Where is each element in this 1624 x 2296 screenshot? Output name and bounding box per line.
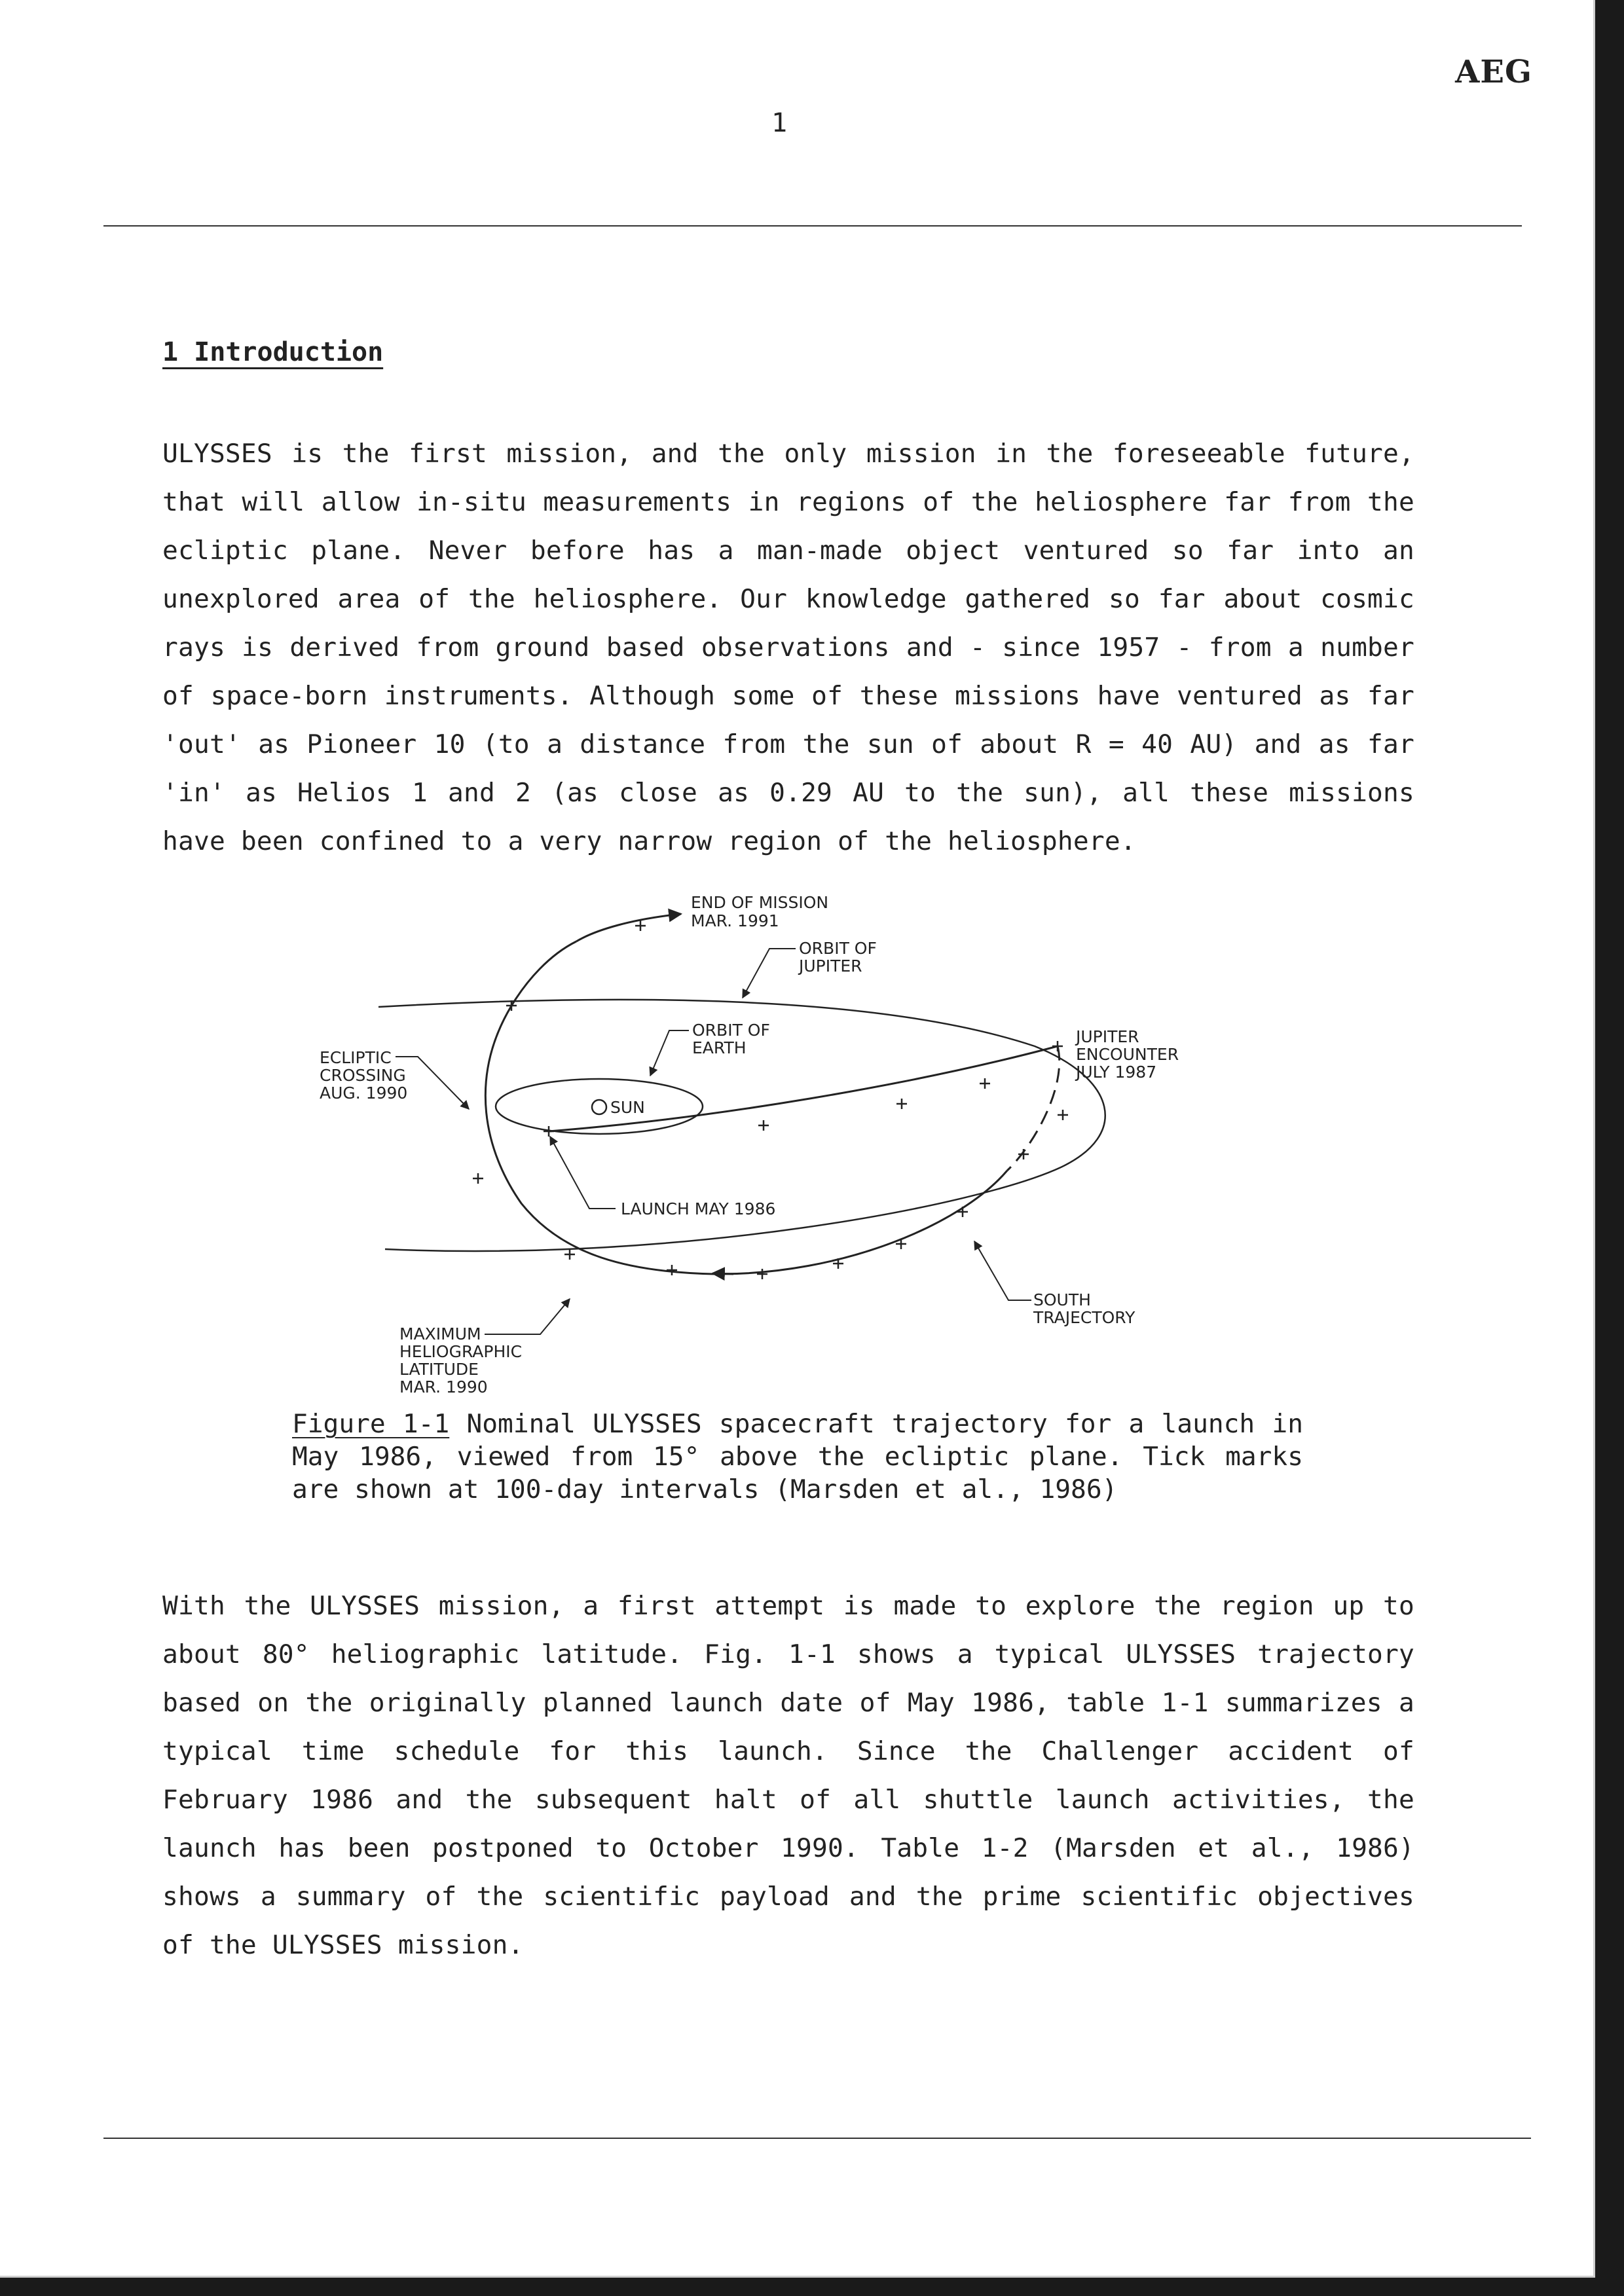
label-ecliptic-3: AUG. 1990: [320, 1084, 408, 1102]
tick-mark: [758, 1120, 769, 1131]
leader-earth-orbit: [650, 1030, 689, 1076]
label-earth-orbit-1: ORBIT OF: [692, 1021, 770, 1040]
label-launch: LAUNCH MAY 1986: [621, 1199, 776, 1218]
intro-paragraph-text: ULYSSES is the first mission, and the only mission in the foreseeable future, that will allow in-situ measurements in regions of the heliosphere far from the ecliptic plane. Never before has a man-made object ventured so far into an unexplored area of the heliosphere. Our knowledge gathered so far about cosmic rays is derived from ground based observations and - since 1957 - from a number of space-born instruments. Although some of these missions have ventured as far 'out' as Pioneer 10 (to a distance from the sun of about R = 40 AU) and as far 'in' as Helios 1 and 2 (as close as 0.29 AU to the sun), all these missions have been confined to a very narrow region of the heliosphere.: [162, 439, 1414, 856]
tick-mark: [1052, 1041, 1063, 1051]
tick-mark: [473, 1173, 483, 1184]
label-jupiter-encounter-3: JULY 1987: [1076, 1063, 1157, 1082]
label-jupiter-encounter-2: ENCOUNTER: [1076, 1045, 1179, 1064]
header-rule: [103, 225, 1522, 227]
label-max-latitude-2: HELIOGRAPHIC: [399, 1342, 523, 1361]
label-ecliptic-2: CROSSING: [320, 1066, 406, 1085]
label-south-trajectory-1: SOUTH: [1033, 1290, 1091, 1309]
tick-mark: [896, 1099, 907, 1109]
label-jupiter-orbit-2: JUPITER: [799, 957, 862, 975]
label-max-latitude-1: MAXIMUM: [399, 1324, 481, 1343]
earth-orbit: [496, 1079, 703, 1134]
label-jupiter-orbit-1: ORBIT OF: [799, 939, 877, 958]
intro-paragraph: [162, 429, 1414, 866]
tick-mark: [635, 920, 646, 931]
label-south-trajectory-2: TRAJECTORY: [1033, 1308, 1135, 1327]
label-max-latitude-4: MAR. 1990: [399, 1377, 488, 1396]
leader-south: [974, 1241, 1031, 1300]
company-logo: AEG: [1455, 54, 1532, 90]
page-number: 1: [771, 108, 788, 138]
label-earth-orbit-2: EARTH: [692, 1038, 747, 1057]
body-paragraph: [162, 1582, 1414, 1969]
trajectory-outbound: [549, 1046, 1058, 1131]
leader-launch: [550, 1137, 616, 1209]
tick-mark: [757, 1269, 767, 1279]
tick-mark: [667, 1265, 677, 1275]
label-jupiter-encounter-1: JUPITER: [1076, 1027, 1139, 1046]
tick-mark: [980, 1078, 990, 1089]
trajectory-diagram: [288, 869, 1231, 1406]
trajectory-south-dashed: [1007, 1046, 1060, 1171]
tick-mark: [957, 1207, 968, 1217]
label-end-of-mission-1: END OF MISSION: [691, 893, 829, 912]
label-max-latitude-3: LATITUDE: [399, 1360, 479, 1379]
label-ecliptic-1: ECLIPTIC: [320, 1048, 392, 1067]
trajectory-north: [576, 914, 681, 941]
figure-caption-text: Nominal ULYSSES spacecraft trajectory for a launch in May 1986, viewed from 15° above the ecliptic plane. Tick marks are shown at 100-day intervals (Marsden et al., 1986): [292, 1409, 1303, 1504]
figure-reference: Figure 1-1: [292, 1409, 450, 1439]
leader-maxlat: [485, 1299, 570, 1334]
trajectory-figure: [288, 869, 1231, 1406]
figure-caption: [292, 1408, 1303, 1506]
direction-arrow: [712, 1273, 733, 1274]
sun-icon: [592, 1100, 606, 1114]
tick-mark: [544, 1126, 554, 1137]
label-end-of-mission-2: MAR. 1991: [691, 911, 779, 930]
label-sun: SUN: [610, 1098, 645, 1117]
section-heading: 1 Introduction: [162, 337, 384, 367]
tick-mark: [564, 1249, 575, 1260]
footer-rule: [103, 2138, 1531, 2139]
body-paragraph-text: With the ULYSSES mission, a first attempt is made to explore the region up to about 80° heliographic latitude. Fig. 1-1 shows a typical ULYSSES trajectory based on the originally planned launch date of May 1986, table 1-1 summarizes a typical time schedule for this launch. Since the Challenger accident of February 1986 and the subsequent halt of all shuttle launch activities, the launch has been postponed to October 1990. Table 1-2 (Marsden et al., 1986) shows a summary of the scientific payload and the prime scientific objectives of the ULYSSES mission.: [162, 1591, 1414, 1960]
tick-mark: [1058, 1110, 1068, 1120]
leader-jupiter-orbit: [743, 949, 796, 998]
tick-marks: [473, 920, 1068, 1279]
